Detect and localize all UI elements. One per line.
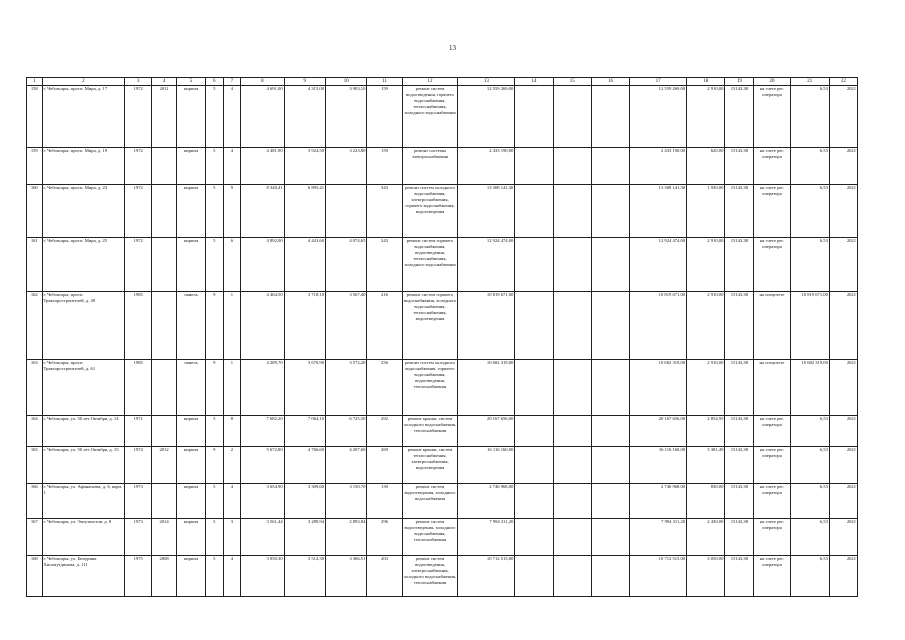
cell-col-18: 2 910,00 xyxy=(687,292,725,360)
cell-col-7: 4 xyxy=(223,148,241,185)
cell-col-18: 3 050,00 xyxy=(687,556,725,597)
cell-col-20: на счете рег. оператора xyxy=(754,238,790,292)
cell-col-19: 15143,38 xyxy=(725,484,754,519)
page-number: 13 xyxy=(449,44,456,52)
cell-col-10: 2 893,84 xyxy=(326,519,367,556)
cell-col-14 xyxy=(515,556,553,597)
cell-col-1: 163 xyxy=(27,360,43,416)
cell-col-9: 3 309,60 xyxy=(284,484,325,519)
cell-col-22: 2021 xyxy=(829,292,857,360)
cell-col-18: 3 381,49 xyxy=(687,447,725,484)
cell-col-19: 15143,38 xyxy=(725,238,754,292)
column-header-15: 15 xyxy=(553,78,591,86)
cell-col-2: г. Чебоксары, ул. Афанасьева, д. 6, корп. 1 xyxy=(42,484,125,519)
cell-col-6: 5 xyxy=(206,148,224,185)
cell-col-22: 2021 xyxy=(829,86,857,148)
register-table xyxy=(26,77,858,597)
cell-col-1: 166 xyxy=(27,484,43,519)
cell-col-11: 296 xyxy=(367,519,402,556)
column-header-14: 14 xyxy=(515,78,553,86)
cell-col-11: 243 xyxy=(367,238,402,292)
column-header-9: 9 xyxy=(284,78,325,86)
table-row xyxy=(27,447,858,484)
cell-col-3: 1974 xyxy=(125,447,152,484)
column-header-19: 19 xyxy=(725,78,754,86)
cell-col-16 xyxy=(591,86,629,148)
cell-col-17: 10 682 319,00 xyxy=(630,360,687,416)
cell-col-3: 1985 xyxy=(125,292,152,360)
cell-col-2: г. Чебоксары, просп. Мира, д. 19 xyxy=(42,148,125,185)
cell-col-17: 12 924 474,00 xyxy=(630,238,687,292)
cell-col-8: 3 850,30 xyxy=(241,556,284,597)
cell-col-18: 620,00 xyxy=(687,148,725,185)
cell-col-7: 4 xyxy=(223,556,241,597)
cell-col-15 xyxy=(553,556,591,597)
cell-col-22: 2021 xyxy=(829,519,857,556)
cell-col-17: 16 116 160,00 xyxy=(630,447,687,484)
cell-col-4 xyxy=(152,185,177,238)
table-row xyxy=(27,238,858,292)
cell-col-13: 2 433 190,00 xyxy=(458,148,515,185)
cell-col-19: 15143,38 xyxy=(725,148,754,185)
cell-col-2: г. Чебоксары, ул. 50 лет Октября, д. 15 xyxy=(42,447,125,484)
cell-col-11: 216 xyxy=(367,292,402,360)
cell-col-10: 3 572,20 xyxy=(326,360,367,416)
cell-col-11: 269 xyxy=(367,447,402,484)
cell-col-3: 1975 xyxy=(125,556,152,597)
cell-col-7: 2 xyxy=(223,447,241,484)
cell-col-1: 160 xyxy=(27,185,43,238)
cell-col-11: 292 xyxy=(367,416,402,447)
cell-col-18: 2 910,00 xyxy=(687,86,725,148)
cell-col-9: 7 064,10 xyxy=(284,416,325,447)
cell-col-9: 3 512,30 xyxy=(284,556,325,597)
cell-col-1: 158 xyxy=(27,86,43,148)
cell-col-2: г. Чебоксары, просп. Мира, д. 25 xyxy=(42,238,125,292)
cell-col-5: кирпич xyxy=(177,447,206,484)
cell-col-1: 162 xyxy=(27,292,43,360)
cell-col-12: ремонт систем горячего водоснабжения, водоотведения, теплоснабжения, холодного водоснабжения xyxy=(402,238,458,292)
cell-col-4: 2008 xyxy=(152,556,177,597)
cell-col-4 xyxy=(152,238,177,292)
cell-col-13: 10 682 319,00 xyxy=(458,360,515,416)
cell-col-8: 3 561,44 xyxy=(241,519,284,556)
cell-col-10: 3 150,70 xyxy=(326,484,367,519)
cell-col-10: 3 903,10 xyxy=(326,86,367,148)
cell-col-15 xyxy=(553,519,591,556)
cell-col-13: 13 308 141,30 xyxy=(458,185,515,238)
cell-col-12: ремонт систем холодного водоснабжения, электроснабжения, горячего водоснабжения, водоотведения xyxy=(402,185,458,238)
cell-col-8: 5 672,80 xyxy=(241,447,284,484)
cell-col-2: г. Чебоксары, просп. Мира, д. 17 xyxy=(42,86,125,148)
cell-col-9: 3 670,90 xyxy=(284,360,325,416)
cell-col-22: 2021 xyxy=(829,238,857,292)
column-header-13: 13 xyxy=(458,78,515,86)
cell-col-8: 3 654,90 xyxy=(241,484,284,519)
cell-col-15 xyxy=(553,238,591,292)
cell-col-12: ремонт систем водоотведения, электроснабжения, холодного водоснабжения, теплоснабжения xyxy=(402,556,458,597)
table-row xyxy=(27,416,858,447)
cell-col-22: 2021 xyxy=(829,556,857,597)
cell-col-6: 5 xyxy=(206,484,224,519)
cell-col-6: 5 xyxy=(206,185,224,238)
cell-col-21: 6,53 xyxy=(790,238,829,292)
cell-col-22: 2021 xyxy=(829,484,857,519)
cell-col-21: 6,53 xyxy=(790,447,829,484)
cell-col-8: 4 481,90 xyxy=(241,148,284,185)
cell-col-18: 2 854,95 xyxy=(687,416,725,447)
cell-col-20: на счете рег. оператора xyxy=(754,86,790,148)
cell-col-5: кирпич xyxy=(177,148,206,185)
cell-col-14 xyxy=(515,447,553,484)
cell-col-18: 2 910,00 xyxy=(687,360,725,416)
cell-col-2: г. Чебоксары, ул. Энтузиастов, д. 8 xyxy=(42,519,125,556)
cell-col-1: 161 xyxy=(27,238,43,292)
cell-col-15 xyxy=(553,86,591,148)
cell-col-17: 7 994 311,20 xyxy=(630,519,687,556)
cell-col-3: 1971 xyxy=(125,416,152,447)
cell-col-2: г. Чебоксары, ул. Бичурина Хисамутдинова, д. 111 xyxy=(42,556,125,597)
cell-col-8: 4 892,00 xyxy=(241,238,284,292)
cell-col-15 xyxy=(553,484,591,519)
cell-col-10: 4 207,60 xyxy=(326,447,367,484)
cell-col-3: 1972 xyxy=(125,148,152,185)
cell-col-20: на спецсчете xyxy=(754,292,790,360)
cell-col-13: 2 746 968,00 xyxy=(458,484,515,519)
cell-col-18: 2 910,00 xyxy=(687,238,725,292)
cell-col-14 xyxy=(515,519,553,556)
cell-col-11: 256 xyxy=(367,360,402,416)
cell-col-12: ремонт крыши, систем холодного водоснабжения, теплоснабжения xyxy=(402,416,458,447)
cell-col-21: 10 819 671,00 xyxy=(790,292,829,360)
cell-col-12: ремонт системы электроснабжения xyxy=(402,148,458,185)
cell-col-1: 159 xyxy=(27,148,43,185)
cell-col-15 xyxy=(553,148,591,185)
column-header-11: 11 xyxy=(367,78,402,86)
cell-col-16 xyxy=(591,416,629,447)
cell-col-22: 2021 xyxy=(829,447,857,484)
cell-col-4 xyxy=(152,416,177,447)
column-header-1: 1 xyxy=(27,78,43,86)
cell-col-18: 830,00 xyxy=(687,484,725,519)
table-header-row xyxy=(27,78,858,86)
cell-col-5: кирпич xyxy=(177,484,206,519)
cell-col-6: 5 xyxy=(206,519,224,556)
column-header-2: 2 xyxy=(42,78,125,86)
cell-col-11: 159 xyxy=(367,148,402,185)
cell-col-22: 2021 xyxy=(829,185,857,238)
cell-col-5: кирпич xyxy=(177,416,206,447)
cell-col-7: 9 xyxy=(223,185,241,238)
cell-col-5: кирпич xyxy=(177,519,206,556)
cell-col-14 xyxy=(515,86,553,148)
cell-col-4 xyxy=(152,484,177,519)
cell-col-5: панель xyxy=(177,360,206,416)
cell-col-13: 16 116 160,00 xyxy=(458,447,515,484)
cell-col-21: 6,53 xyxy=(790,484,829,519)
cell-col-17: 10 819 671,00 xyxy=(630,292,687,360)
table-row xyxy=(27,519,858,556)
cell-col-17: 12 559 269,00 xyxy=(630,86,687,148)
cell-col-22: 2021 xyxy=(829,416,857,447)
cell-col-19: 15143,38 xyxy=(725,185,754,238)
table-row xyxy=(27,360,858,416)
cell-col-5: кирпич xyxy=(177,86,206,148)
cell-col-8: 8 340,41 xyxy=(241,185,284,238)
cell-col-15 xyxy=(553,447,591,484)
cell-col-19: 15143,38 xyxy=(725,86,754,148)
cell-col-10: 4 074,65 xyxy=(326,238,367,292)
cell-col-8: 4 289,70 xyxy=(241,360,284,416)
cell-col-2: г. Чебоксары, просп. Мира, д. 23 xyxy=(42,185,125,238)
cell-col-10: 6 725,50 xyxy=(326,416,367,447)
cell-col-3: 1972 xyxy=(125,86,152,148)
cell-col-19: 15143,38 xyxy=(725,292,754,360)
cell-col-7: 6 xyxy=(223,238,241,292)
cell-col-13: 20 167 656,00 xyxy=(458,416,515,447)
column-header-6: 6 xyxy=(206,78,224,86)
cell-col-11: 159 xyxy=(367,86,402,148)
cell-col-14 xyxy=(515,148,553,185)
cell-col-8: 7 682,20 xyxy=(241,416,284,447)
table-row xyxy=(27,484,858,519)
cell-col-20: на спецсчете xyxy=(754,360,790,416)
cell-col-17: 2 746 968,00 xyxy=(630,484,687,519)
cell-col-17: 13 308 141,30 xyxy=(630,185,687,238)
cell-col-17: 20 167 656,00 xyxy=(630,416,687,447)
cell-col-19: 15143,38 xyxy=(725,447,754,484)
cell-col-12: ремонт систем холодного водоснабжения, горячего водоснабжения, водоотведения, теплоснабжения xyxy=(402,360,458,416)
cell-col-17: 2 433 190,00 xyxy=(630,148,687,185)
cell-col-13: 7 994 311,20 xyxy=(458,519,515,556)
cell-col-2: г. Чебоксары, ул. 50 лет Октября, д. 14 xyxy=(42,416,125,447)
cell-col-6: 5 xyxy=(206,86,224,148)
cell-col-6: 9 xyxy=(206,292,224,360)
table-row xyxy=(27,292,858,360)
cell-col-20: на счете рег. оператора xyxy=(754,185,790,238)
cell-col-14 xyxy=(515,360,553,416)
cell-col-8: 4 691,00 xyxy=(241,86,284,148)
cell-col-6: 5 xyxy=(206,238,224,292)
cell-col-7: 4 xyxy=(223,484,241,519)
cell-col-15 xyxy=(553,416,591,447)
cell-col-12: ремонт крыши, систем теплоснабжения, электроснабжения, водоотведения xyxy=(402,447,458,484)
cell-col-3: 1973 xyxy=(125,519,152,556)
cell-col-6: 9 xyxy=(206,360,224,416)
cell-col-9: 6 895,41 xyxy=(284,185,325,238)
cell-col-12: ремонт систем водоотведения, холодного водоснабжения xyxy=(402,484,458,519)
cell-col-10 xyxy=(326,185,367,238)
cell-col-19: 15143,38 xyxy=(725,556,754,597)
cell-col-3: 1973 xyxy=(125,484,152,519)
table-row xyxy=(27,86,858,148)
cell-col-13: 12 559 269,00 xyxy=(458,86,515,148)
cell-col-16 xyxy=(591,556,629,597)
cell-col-4 xyxy=(152,148,177,185)
cell-col-1: 168 xyxy=(27,556,43,597)
column-header-3: 3 xyxy=(125,78,152,86)
cell-col-15 xyxy=(553,360,591,416)
cell-col-9: 4 315,00 xyxy=(284,86,325,148)
cell-col-20: на счете рег. оператора xyxy=(754,148,790,185)
cell-col-9: 3 718,10 xyxy=(284,292,325,360)
cell-col-10: 3 366,51 xyxy=(326,556,367,597)
cell-col-6: 5 xyxy=(206,556,224,597)
cell-col-20: на счете рег. оператора xyxy=(754,447,790,484)
cell-col-4: 2014 xyxy=(152,519,177,556)
column-header-10: 10 xyxy=(326,78,367,86)
column-header-21: 21 xyxy=(790,78,829,86)
cell-col-16 xyxy=(591,484,629,519)
cell-col-7: 1 xyxy=(223,360,241,416)
column-header-5: 5 xyxy=(177,78,206,86)
cell-col-20: на счете рег. оператора xyxy=(754,556,790,597)
column-header-20: 20 xyxy=(754,78,790,86)
cell-col-13: 12 924 474,00 xyxy=(458,238,515,292)
column-header-7: 7 xyxy=(223,78,241,86)
cell-col-21: 6,53 xyxy=(790,148,829,185)
cell-col-22: 2021 xyxy=(829,360,857,416)
cell-col-12: ремонт систем горячего водоснабжения, холодного водоснабжения, теплоснабжения, водоотведения xyxy=(402,292,458,360)
cell-col-16 xyxy=(591,447,629,484)
cell-col-22: 2021 xyxy=(829,148,857,185)
table-row xyxy=(27,556,858,597)
cell-col-19: 15143,38 xyxy=(725,416,754,447)
cell-col-21: 6,53 xyxy=(790,416,829,447)
cell-col-15 xyxy=(553,292,591,360)
cell-col-8: 4 464,50 xyxy=(241,292,284,360)
cell-col-19: 15143,38 xyxy=(725,360,754,416)
cell-col-12: ремонт систем водоотведения, холодного водоснабжения, теплоснабжения xyxy=(402,519,458,556)
cell-col-7: 4 xyxy=(223,86,241,148)
cell-col-20: на счете рег. оператора xyxy=(754,484,790,519)
cell-col-4: 2012 xyxy=(152,447,177,484)
cell-col-16 xyxy=(591,360,629,416)
cell-col-10: 3 223,80 xyxy=(326,148,367,185)
column-header-18: 18 xyxy=(687,78,725,86)
cell-col-13: 10 819 671,00 xyxy=(458,292,515,360)
cell-col-16 xyxy=(591,148,629,185)
cell-col-17: 10 712 515,00 xyxy=(630,556,687,597)
cell-col-4 xyxy=(152,292,177,360)
cell-col-2: г. Чебоксары, просп. Тракторостроителей, д. 61 xyxy=(42,360,125,416)
cell-col-5: кирпич xyxy=(177,556,206,597)
cell-col-3: 1972 xyxy=(125,185,152,238)
cell-col-7: 8 xyxy=(223,416,241,447)
cell-col-10: 3 567,40 xyxy=(326,292,367,360)
cell-col-15 xyxy=(553,185,591,238)
cell-col-1: 165 xyxy=(27,447,43,484)
cell-col-5: кирпич xyxy=(177,238,206,292)
cell-col-14 xyxy=(515,484,553,519)
cell-col-21: 6,53 xyxy=(790,185,829,238)
cell-col-18: 2 430,00 xyxy=(687,519,725,556)
cell-col-7: 3 xyxy=(223,519,241,556)
cell-col-6: 5 xyxy=(206,416,224,447)
cell-col-21: 6,53 xyxy=(790,86,829,148)
column-header-22: 22 xyxy=(829,78,857,86)
cell-col-2: г. Чебоксары, просп. Тракторостроителей, д. 49 xyxy=(42,292,125,360)
column-header-16: 16 xyxy=(591,78,629,86)
cell-col-14 xyxy=(515,185,553,238)
cell-col-9: 4 441,60 xyxy=(284,238,325,292)
cell-col-21: 6,53 xyxy=(790,556,829,597)
column-header-4: 4 xyxy=(152,78,177,86)
cell-col-12: ремонт систем водоотведения, горячего водоснабжения, теплоснабжения, холодного водоснабжения xyxy=(402,86,458,148)
cell-col-19: 15143,38 xyxy=(725,519,754,556)
cell-col-4: 2011 xyxy=(152,86,177,148)
cell-col-16 xyxy=(591,519,629,556)
cell-col-11: 203 xyxy=(367,556,402,597)
cell-col-16 xyxy=(591,185,629,238)
cell-col-11: 139 xyxy=(367,484,402,519)
cell-col-21: 10 682 319,00 xyxy=(790,360,829,416)
cell-col-18: 1 930,00 xyxy=(687,185,725,238)
column-header-17: 17 xyxy=(630,78,687,86)
cell-col-3: 1985 xyxy=(125,360,152,416)
cell-col-9: 3 289,94 xyxy=(284,519,325,556)
cell-col-3: 1972 xyxy=(125,238,152,292)
table-row xyxy=(27,185,858,238)
cell-col-14 xyxy=(515,292,553,360)
column-header-8: 8 xyxy=(241,78,284,86)
cell-col-9: 4 766,60 xyxy=(284,447,325,484)
cell-col-13: 10 712 515,00 xyxy=(458,556,515,597)
cell-col-20: на счете рег. оператора xyxy=(754,416,790,447)
cell-col-1: 167 xyxy=(27,519,43,556)
cell-col-7: 1 xyxy=(223,292,241,360)
cell-col-20: на счете рег. оператора xyxy=(754,519,790,556)
column-header-12: 12 xyxy=(402,78,458,86)
cell-col-4 xyxy=(152,360,177,416)
cell-col-5: кирпич xyxy=(177,185,206,238)
cell-col-16 xyxy=(591,292,629,360)
cell-col-5: панель xyxy=(177,292,206,360)
cell-col-11: 343 xyxy=(367,185,402,238)
cell-col-14 xyxy=(515,416,553,447)
cell-col-1: 164 xyxy=(27,416,43,447)
cell-col-14 xyxy=(515,238,553,292)
table-row xyxy=(27,148,858,185)
cell-col-16 xyxy=(591,238,629,292)
cell-col-21: 6,53 xyxy=(790,519,829,556)
cell-col-6: 9 xyxy=(206,447,224,484)
cell-col-9: 3 924,50 xyxy=(284,148,325,185)
